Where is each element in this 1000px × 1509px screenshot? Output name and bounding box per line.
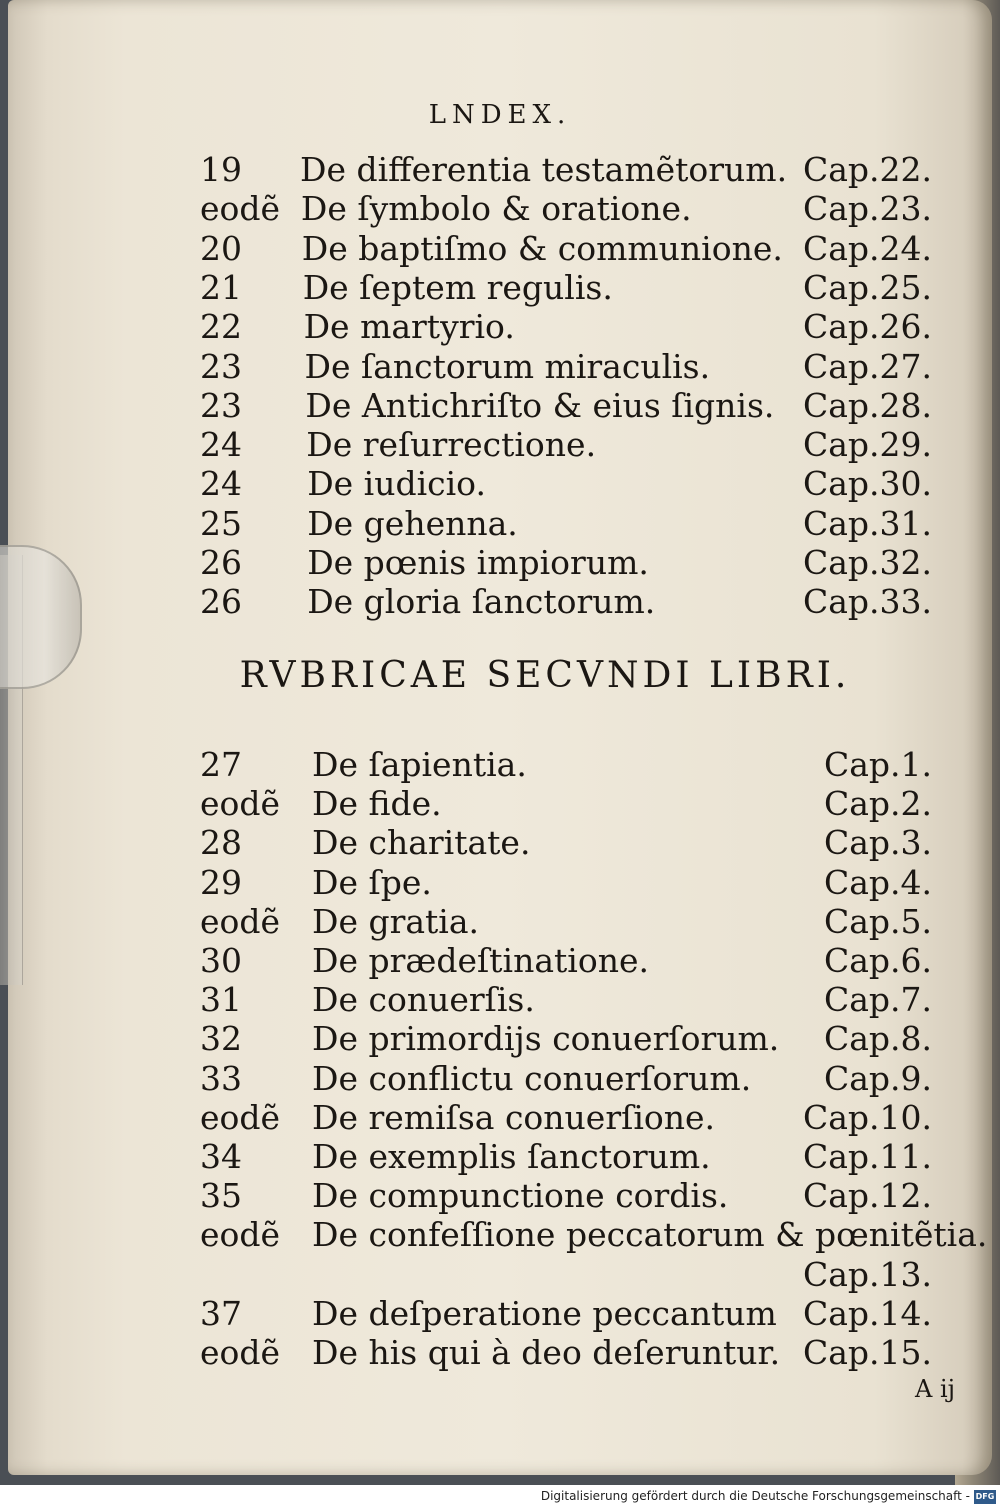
page-number: 26 bbox=[200, 543, 242, 582]
index-row bbox=[0, 823, 1000, 863]
page-number: 35 bbox=[200, 1176, 242, 1216]
index-row bbox=[0, 307, 1000, 347]
entry-title: De ſanctorum miraculis. bbox=[304, 346, 711, 386]
page-number: eodẽ bbox=[200, 1097, 281, 1137]
page-number: eodẽ bbox=[200, 189, 281, 229]
index-row bbox=[0, 1255, 1000, 1295]
page-number: eodẽ bbox=[200, 1333, 281, 1372]
entry-title: De gehenna. bbox=[307, 503, 518, 543]
page-number: 32 bbox=[200, 1019, 242, 1059]
entry-title: De reſurrectione. bbox=[306, 425, 597, 465]
chapter-ref: Cap.22. bbox=[802, 150, 932, 189]
page-number: 26 bbox=[200, 582, 242, 622]
page-number: 29 bbox=[200, 862, 242, 902]
chapter-ref: Cap.12. bbox=[802, 1176, 932, 1216]
index-row bbox=[0, 386, 1000, 426]
index-row bbox=[0, 268, 1000, 308]
entry-title: De martyrio. bbox=[303, 307, 515, 347]
entry-title: De fide. bbox=[312, 784, 442, 824]
index-row bbox=[0, 1059, 1000, 1099]
page-number: eodẽ bbox=[200, 901, 281, 941]
footer-bar bbox=[0, 1487, 1000, 1509]
index-row bbox=[0, 863, 1000, 903]
chapter-ref: Cap.5. bbox=[823, 901, 932, 941]
entry-title: De pœnis impiorum. bbox=[307, 543, 649, 582]
chapter-ref: Cap.7. bbox=[823, 980, 932, 1020]
index-row bbox=[0, 1176, 1000, 1216]
entry-title: De conflictu conuerſorum. bbox=[312, 1058, 752, 1098]
page-number: eodẽ bbox=[200, 1215, 281, 1255]
chapter-ref: Cap.6. bbox=[823, 941, 932, 980]
page-number: 25 bbox=[200, 503, 242, 543]
index-row bbox=[0, 745, 1000, 785]
page-number: 27 bbox=[200, 745, 242, 784]
page-number: 24 bbox=[200, 425, 242, 465]
dfg-logo-icon: DFG bbox=[974, 1490, 996, 1504]
page-number: 21 bbox=[200, 267, 242, 307]
chapter-ref: Cap.10. bbox=[802, 1097, 932, 1137]
index-row bbox=[0, 1137, 1000, 1177]
footer-credit: Digitalisierung gefördert durch die Deutsche Forschungsgemeinschaft - bbox=[540, 1489, 970, 1503]
entry-title: De ſapientia. bbox=[312, 745, 527, 784]
chapter-ref: Cap.2. bbox=[823, 784, 932, 824]
page-number: 31 bbox=[200, 980, 242, 1020]
entry-title: De ſeptem regulis. bbox=[302, 267, 613, 307]
chapter-ref: Cap.32. bbox=[802, 543, 932, 582]
entry-title: De ſymbolo & oratione. bbox=[300, 189, 692, 229]
chapter-ref: Cap.1. bbox=[823, 745, 932, 784]
entry-title: De charitate. bbox=[312, 823, 531, 863]
index-row bbox=[0, 1215, 1000, 1255]
page-number: 20 bbox=[200, 228, 242, 268]
page-number: 30 bbox=[200, 941, 242, 980]
chapter-ref: Cap.14. bbox=[802, 1293, 932, 1333]
index-row bbox=[0, 150, 1000, 190]
chapter-ref: Cap.27. bbox=[802, 346, 932, 386]
chapter-ref: Cap.30. bbox=[802, 464, 932, 504]
page-number: 23 bbox=[200, 385, 242, 425]
section-title: RVBRICAE SECVNDI LIBRI. bbox=[239, 655, 851, 696]
entry-title: De iudicio. bbox=[307, 464, 486, 504]
index-row bbox=[0, 229, 1000, 269]
index-row bbox=[0, 784, 1000, 824]
chapter-ref: Cap.25. bbox=[802, 267, 932, 307]
entry-title: De his qui à deo deſeruntur. bbox=[312, 1333, 781, 1372]
chapter-ref: Cap.31. bbox=[802, 503, 932, 543]
entry-title: De gloria ſanctorum. bbox=[307, 582, 656, 622]
index-row bbox=[0, 941, 1000, 981]
index-row bbox=[0, 425, 1000, 465]
chapter-ref: Cap.29. bbox=[802, 425, 932, 465]
page-number: 34 bbox=[200, 1137, 242, 1176]
chapter-ref: Cap.33. bbox=[802, 582, 932, 622]
index-row bbox=[0, 582, 1000, 622]
page-number: eodẽ bbox=[200, 784, 281, 824]
chapter-ref: Cap.4. bbox=[823, 862, 932, 902]
entry-title: De ſpe. bbox=[312, 862, 432, 902]
entry-title: De confeſſione peccatorum & pœnitẽtia. bbox=[312, 1215, 988, 1255]
entry-title: De prædeſtinatione. bbox=[312, 941, 649, 980]
entry-title: De exemplis ſanctorum. bbox=[312, 1137, 711, 1176]
chapter-ref: Cap.9. bbox=[823, 1058, 932, 1098]
index-row bbox=[0, 543, 1000, 583]
page-header: LNDEX. bbox=[428, 100, 572, 130]
index-row bbox=[0, 189, 1000, 229]
index-row bbox=[0, 902, 1000, 942]
entry-title: De gratia. bbox=[312, 901, 480, 941]
page-number: 24 bbox=[200, 464, 242, 504]
entry-title: De Antichriſto & eius ſignis. bbox=[305, 385, 775, 425]
page-number: 19 bbox=[200, 150, 242, 189]
index-row bbox=[0, 1294, 1000, 1334]
index-row bbox=[0, 980, 1000, 1020]
page-number: 22 bbox=[200, 307, 242, 347]
chapter-ref: Cap.8. bbox=[823, 1019, 932, 1059]
page-number: 33 bbox=[200, 1058, 242, 1098]
entry-title: De compunctione cordis. bbox=[312, 1176, 729, 1216]
chapter-ref: Cap.15. bbox=[802, 1333, 932, 1372]
index-row bbox=[0, 347, 1000, 387]
chapter-ref: Cap.28. bbox=[802, 385, 932, 425]
page-number: 37 bbox=[200, 1293, 242, 1333]
chapter-ref: Cap.13. bbox=[802, 1254, 932, 1294]
entry-title: De deſperatione peccantum bbox=[312, 1293, 777, 1333]
entry-title: De baptiſmo & communione. bbox=[301, 228, 783, 268]
entry-title: De differentia testamẽtorum. bbox=[300, 150, 788, 189]
index-row bbox=[0, 1098, 1000, 1138]
chapter-ref: Cap.24. bbox=[802, 228, 932, 268]
signature-mark: A ij bbox=[915, 1375, 956, 1403]
chapter-ref: Cap.26. bbox=[802, 307, 932, 347]
chapter-ref: Cap.11. bbox=[802, 1137, 932, 1176]
index-row bbox=[0, 1019, 1000, 1059]
chapter-ref: Cap.23. bbox=[802, 189, 932, 229]
index-row bbox=[0, 464, 1000, 504]
entry-title: De remiſsa conuerſione. bbox=[312, 1097, 716, 1137]
page-number: 23 bbox=[200, 346, 242, 386]
index-row bbox=[0, 1333, 1000, 1373]
chapter-ref: Cap.3. bbox=[823, 823, 932, 863]
entry-title: De conuerſis. bbox=[312, 980, 535, 1020]
index-row bbox=[0, 504, 1000, 544]
page-number: 28 bbox=[200, 823, 242, 863]
entry-title: De primordijs conuerſorum. bbox=[312, 1019, 780, 1059]
